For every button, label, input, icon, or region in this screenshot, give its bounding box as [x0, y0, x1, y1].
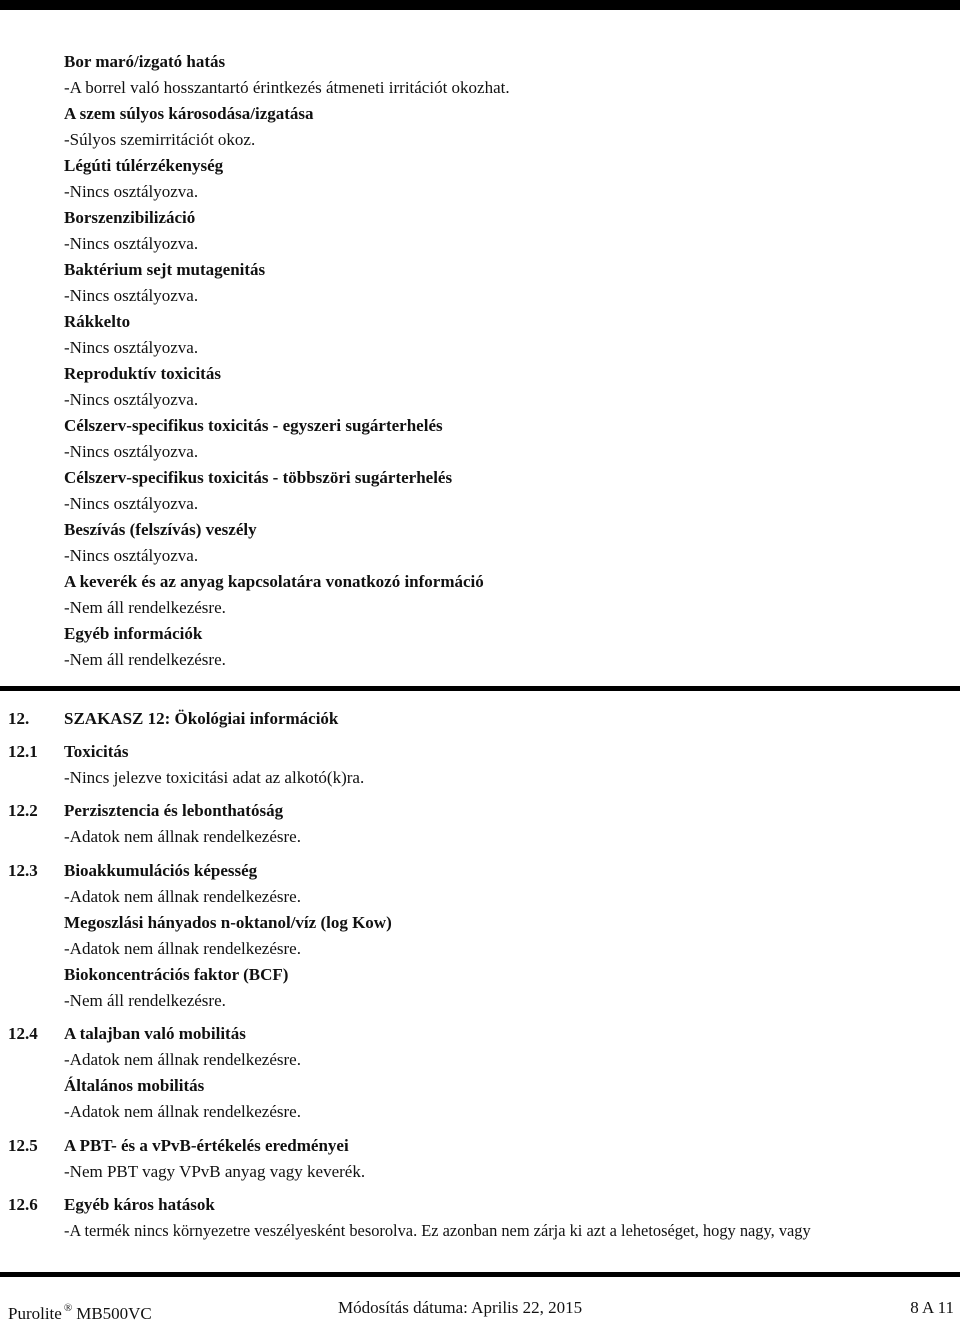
section-heading	[0, 706, 960, 732]
subsection-number: 12.5	[8, 1136, 38, 1155]
subsection-text: -Nem áll rendelkezésre.	[64, 991, 226, 1010]
footer-divider	[0, 1272, 960, 1277]
property-text: -Nincs osztályozva.	[64, 286, 199, 305]
property-heading: A szem súlyos károsodása/izgatása	[64, 104, 314, 123]
property-stot-repeated	[64, 465, 944, 517]
property-other-info	[64, 621, 944, 673]
subsection-number: 12.4	[8, 1024, 38, 1043]
property-heading: Célszerv-specifikus toxicitás - egyszeri sugárterhelés	[64, 416, 443, 435]
brand-name: Purolite	[8, 1304, 62, 1323]
property-stot-single	[64, 413, 944, 465]
top-rule	[0, 0, 960, 10]
subsection-heading: Bioakkumulációs képesség	[64, 861, 258, 880]
property-heading: Reproduktív toxicitás	[64, 364, 221, 383]
subsection-text: -Adatok nem állnak rendelkezésre.	[64, 887, 301, 906]
property-skin-sensitization	[64, 205, 944, 257]
subsection-heading: Megoszlási hányados n-oktanol/víz (log Kow)	[64, 913, 392, 932]
property-heading: Egyéb információk	[64, 624, 203, 643]
property-respiratory-sensitization	[64, 153, 944, 205]
subsection-heading: A PBT- és a vPvB-értékelés eredményei	[64, 1136, 349, 1155]
property-mixture-info	[64, 569, 944, 621]
subsection-heading: Általános mobilitás	[64, 1076, 205, 1095]
subsection-heading: Perzisztencia és lebonthatóság	[64, 801, 284, 820]
subsection-text: -Adatok nem állnak rendelkezésre.	[64, 1102, 301, 1121]
property-heading: Bor maró/izgató hatás	[64, 52, 226, 71]
subsection-heading: Egyéb káros hatások	[64, 1195, 215, 1214]
property-heading: Rákkelto	[64, 312, 131, 331]
property-text: -Nincs osztályozva.	[64, 494, 199, 513]
property-heading: Borszenzibilizáció	[64, 208, 196, 227]
property-aspiration-hazard	[64, 517, 944, 569]
property-text: -Nincs osztályozva.	[64, 442, 199, 461]
subsection-text: -Adatok nem állnak rendelkezésre.	[64, 939, 301, 958]
section-number: 12.	[8, 709, 30, 728]
property-text: -Súlyos szemirritációt okoz.	[64, 130, 256, 149]
property-heading: A keverék és az anyag kapcsolatára vonatkozó információ	[64, 572, 484, 591]
subsection-text: -Nincs jelezve toxicitási adat az alkotó(k)ra.	[64, 768, 365, 787]
subsection-heading: A talajban való mobilitás	[64, 1024, 246, 1043]
subsection-number: 12.1	[8, 742, 38, 761]
property-text: -Nincs osztályozva.	[64, 234, 199, 253]
page-footer	[0, 1296, 960, 1323]
revision-date: Módosítás dátuma: Aprilis 22, 2015	[338, 1298, 583, 1317]
property-carcinogenicity	[64, 309, 944, 361]
property-text: -A borrel való hosszantartó érintkezés átmeneti irritációt okozhat.	[64, 78, 510, 97]
property-mutagenicity	[64, 257, 944, 309]
product-name	[8, 1296, 152, 1326]
property-skin-irritation	[64, 49, 944, 101]
subsection-number: 12.6	[8, 1195, 38, 1214]
subsection-text: -Adatok nem állnak rendelkezésre.	[64, 1050, 301, 1069]
subsection-heading: Biokoncentrációs faktor (BCF)	[64, 965, 289, 984]
section-title: SZAKASZ 12: Ökológiai információk	[64, 709, 339, 728]
property-text: -Nincs osztályozva.	[64, 338, 199, 357]
model-name: MB500VC	[76, 1304, 152, 1323]
property-eye-damage	[64, 101, 944, 153]
registered-mark: ®	[63, 1302, 73, 1314]
subsection-heading: Toxicitás	[64, 742, 129, 761]
property-text: -Nincs osztályozva.	[64, 390, 199, 409]
property-text: -Nincs osztályozva.	[64, 546, 199, 565]
subsection-text: -A termék nincs környezetre veszélyesként besorolva. Ez azonban nem zárja ki azt a lehetoséget, hogy nagy, vagy	[64, 1221, 811, 1240]
property-text: -Nincs osztályozva.	[64, 182, 199, 201]
subsection-text: -Nem PBT vagy VPvB anyag vagy keverék.	[64, 1162, 366, 1181]
subsection-number: 12.3	[8, 861, 38, 880]
page-number: 8 A 11	[910, 1298, 954, 1317]
property-reproductive-toxicity	[64, 361, 944, 413]
property-text: -Nem áll rendelkezésre.	[64, 650, 226, 669]
property-heading: Légúti túlérzékenység	[64, 156, 224, 175]
property-heading: Beszívás (felszívás) veszély	[64, 520, 257, 539]
subsection-number: 12.2	[8, 801, 38, 820]
property-text: -Nem áll rendelkezésre.	[64, 598, 226, 617]
subsection-text: -Adatok nem állnak rendelkezésre.	[64, 827, 301, 846]
section-divider	[0, 686, 960, 691]
property-heading: Baktérium sejt mutagenitás	[64, 260, 266, 279]
property-heading: Célszerv-specifikus toxicitás - többszöri sugárterhelés	[64, 468, 453, 487]
